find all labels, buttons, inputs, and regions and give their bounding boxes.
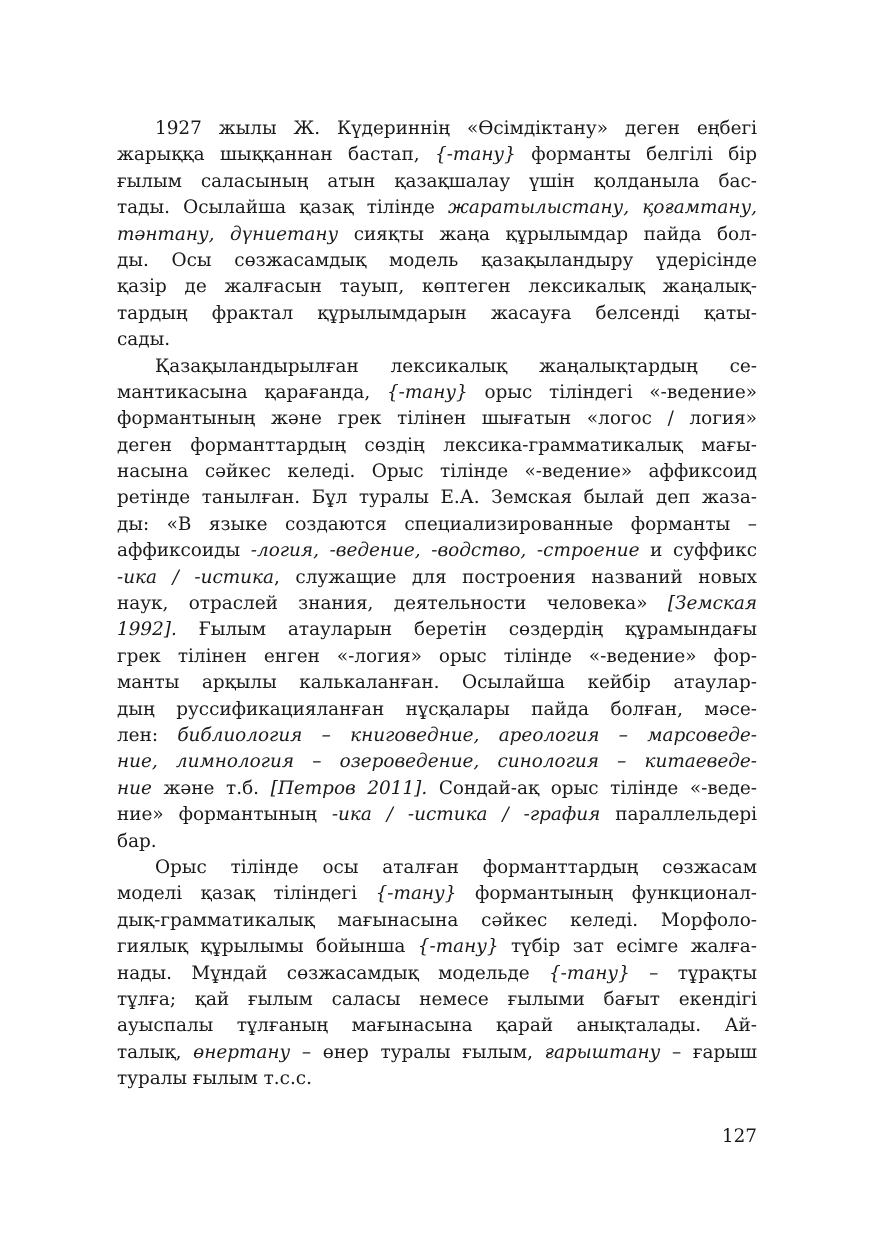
text-run: аффиксоиды	[117, 540, 251, 562]
text-run: бар.	[117, 830, 157, 852]
text-run: талық,	[117, 1041, 194, 1063]
text-line	[117, 617, 757, 643]
paragraph	[117, 855, 757, 1093]
page-body	[117, 116, 757, 1092]
text-run: ние» формантының	[117, 804, 332, 826]
italic-text-run: 1992].	[117, 619, 177, 641]
text-line	[117, 301, 757, 327]
text-run: ғылым саласының атын қазақшалау үшін қолданыла бас-	[117, 170, 757, 192]
text-line	[117, 459, 757, 485]
text-run: – өнер туралы ғылым,	[290, 1041, 545, 1063]
text-run: ауыспалы тұлғаның мағынасына қарай анықталады. Ай-	[117, 1015, 757, 1037]
italic-text-run: жаратылыстану, қоғамтану,	[448, 197, 757, 219]
text-line	[117, 723, 757, 749]
italic-text-run: {-тану}	[417, 936, 499, 958]
text-line	[117, 776, 757, 802]
italic-text-run: -логия, -ведение, -водство, -строение	[250, 540, 640, 562]
text-run: гиялық құрылымы бойынша	[117, 936, 418, 958]
text-run: параллельдері	[600, 804, 757, 826]
text-line	[117, 1040, 757, 1066]
text-line	[117, 591, 757, 617]
italic-text-run: {-тану}	[386, 381, 468, 403]
text-line	[117, 881, 757, 907]
italic-text-run: {-тану}	[548, 962, 630, 984]
text-line	[117, 802, 757, 828]
text-run: ды: «В языке создаются специализированные форманты –	[117, 513, 757, 535]
text-line	[117, 354, 757, 380]
text-run: мантикасына қарағанда,	[117, 381, 387, 403]
text-line	[117, 1066, 757, 1092]
italic-text-run: {-тану}	[435, 144, 516, 166]
text-run: дың руссификацияланған нұсқалары пайда болған, мәсе-	[117, 698, 757, 720]
italic-text-run: тәнтану, дүниетану	[117, 223, 339, 245]
italic-text-run: [Петров 2011].	[270, 777, 428, 799]
text-run: наук, отраслей знания, деятельности человека»	[117, 593, 668, 615]
text-line	[117, 274, 757, 300]
text-line	[117, 855, 757, 881]
text-line	[117, 485, 757, 511]
text-run: түбір зат есімге жалға-	[498, 936, 757, 958]
text-run: сады.	[117, 329, 171, 351]
text-run: – тұрақты	[629, 962, 757, 984]
text-run: Сондай-ақ орыс тілінде «-веде-	[427, 777, 757, 799]
text-run: қазір де жалғасын тауып, көптеген лексикалық жаңалық-	[117, 276, 757, 298]
text-line	[117, 934, 757, 960]
text-line	[117, 327, 757, 353]
text-run: и суффикс	[639, 540, 758, 562]
text-line	[117, 908, 757, 934]
paragraph	[117, 116, 757, 354]
text-run: формантының функционал-	[456, 883, 757, 905]
text-run: Ғылым атауларын беретін сөздердің құрамындағы	[176, 619, 757, 641]
text-line	[117, 116, 757, 142]
text-run: ретінде танылған. Бұл туралы Е.А. Земская былай деп жаза-	[117, 487, 757, 509]
text-line	[117, 961, 757, 987]
text-run: тады. Осылайша қазақ тілінде	[117, 197, 449, 219]
text-line	[117, 433, 757, 459]
text-line	[117, 987, 757, 1013]
text-run: Қазақыландырылған лексикалық жаңалықтардың се-	[155, 355, 757, 377]
text-line	[117, 406, 757, 432]
text-run: нады. Мұндай сөзжасамдық модельде	[117, 962, 549, 984]
text-line	[117, 565, 757, 591]
text-run: грек тілінен енген «-логия» орыс тілінде «-ведение» фор-	[117, 645, 757, 667]
text-run: дық-грамматикалық мағынасына сәйкес келеді. Морфоло-	[117, 909, 757, 931]
text-run: деген форманттардың сөздің лексика-грамматикалық мағы-	[117, 434, 757, 456]
text-run: Орыс тілінде осы аталған форманттардың сөзжасам	[155, 856, 757, 878]
text-line	[117, 670, 757, 696]
text-run: – ғарыш	[660, 1041, 757, 1063]
italic-text-run: өнертану	[193, 1041, 291, 1063]
text-run: форманты белгілі бір	[515, 144, 757, 166]
text-run: орыс тіліндегі «-ведение»	[467, 381, 757, 403]
text-line	[117, 697, 757, 723]
italic-text-run: ғарыштану	[544, 1041, 661, 1063]
text-run: тардың фрактал құрылымдарын жасауға белсенді қаты-	[117, 302, 757, 324]
text-run: , служащие для построения названий новых	[273, 566, 758, 588]
text-run: туралы ғылым т.с.с.	[117, 1068, 312, 1090]
text-line	[117, 222, 757, 248]
italic-text-run: библиология – книговедние, ареология – марсоведе-	[177, 724, 757, 746]
text-run: манты арқылы калькаланған. Осылайша кейбір атаулар-	[117, 672, 757, 694]
italic-text-run: ние	[117, 777, 152, 799]
text-run: моделі қазақ тіліндегі	[117, 883, 376, 905]
text-line	[117, 644, 757, 670]
text-line	[117, 749, 757, 775]
paragraph	[117, 354, 757, 855]
text-line	[117, 195, 757, 221]
text-line	[117, 829, 757, 855]
text-line	[117, 169, 757, 195]
text-run: тұлға; қай ғылым саласы немесе ғылыми бағыт екендігі	[117, 988, 757, 1010]
text-line	[117, 1013, 757, 1039]
text-run: лен:	[117, 724, 178, 746]
text-line	[117, 538, 757, 564]
page-number: 127	[721, 1126, 757, 1147]
text-run: 1927 жылы Ж. Күдериннің «Өсімдіктану» деген еңбегі	[155, 118, 757, 139]
text-run: формантының және грек тілінен шығатын «логос / логия»	[117, 408, 757, 430]
text-line	[117, 142, 757, 168]
text-run: және т.б.	[151, 777, 271, 799]
text-line	[117, 248, 757, 274]
italic-text-run: {-тану}	[375, 883, 457, 905]
italic-text-run: -ика / -истика	[117, 566, 274, 588]
text-run: ды. Осы сөзжасамдық модель қазақыландыру үдерісінде	[117, 249, 757, 271]
text-run: жарыққа шыққаннан бастап,	[117, 144, 435, 166]
italic-text-run: [Земская	[667, 593, 757, 615]
italic-text-run: ние, лимнология – озероведение, синология – китаеведе-	[117, 751, 757, 773]
text-run: насына сәйкес келеді. Орыс тілінде «-ведение» аффиксоид	[117, 461, 757, 483]
italic-text-run: -ика / -истика / -графия	[331, 804, 601, 826]
text-line	[117, 380, 757, 406]
text-run: сияқты жаңа құрылымдар пайда бол-	[338, 223, 758, 245]
text-line	[117, 512, 757, 538]
